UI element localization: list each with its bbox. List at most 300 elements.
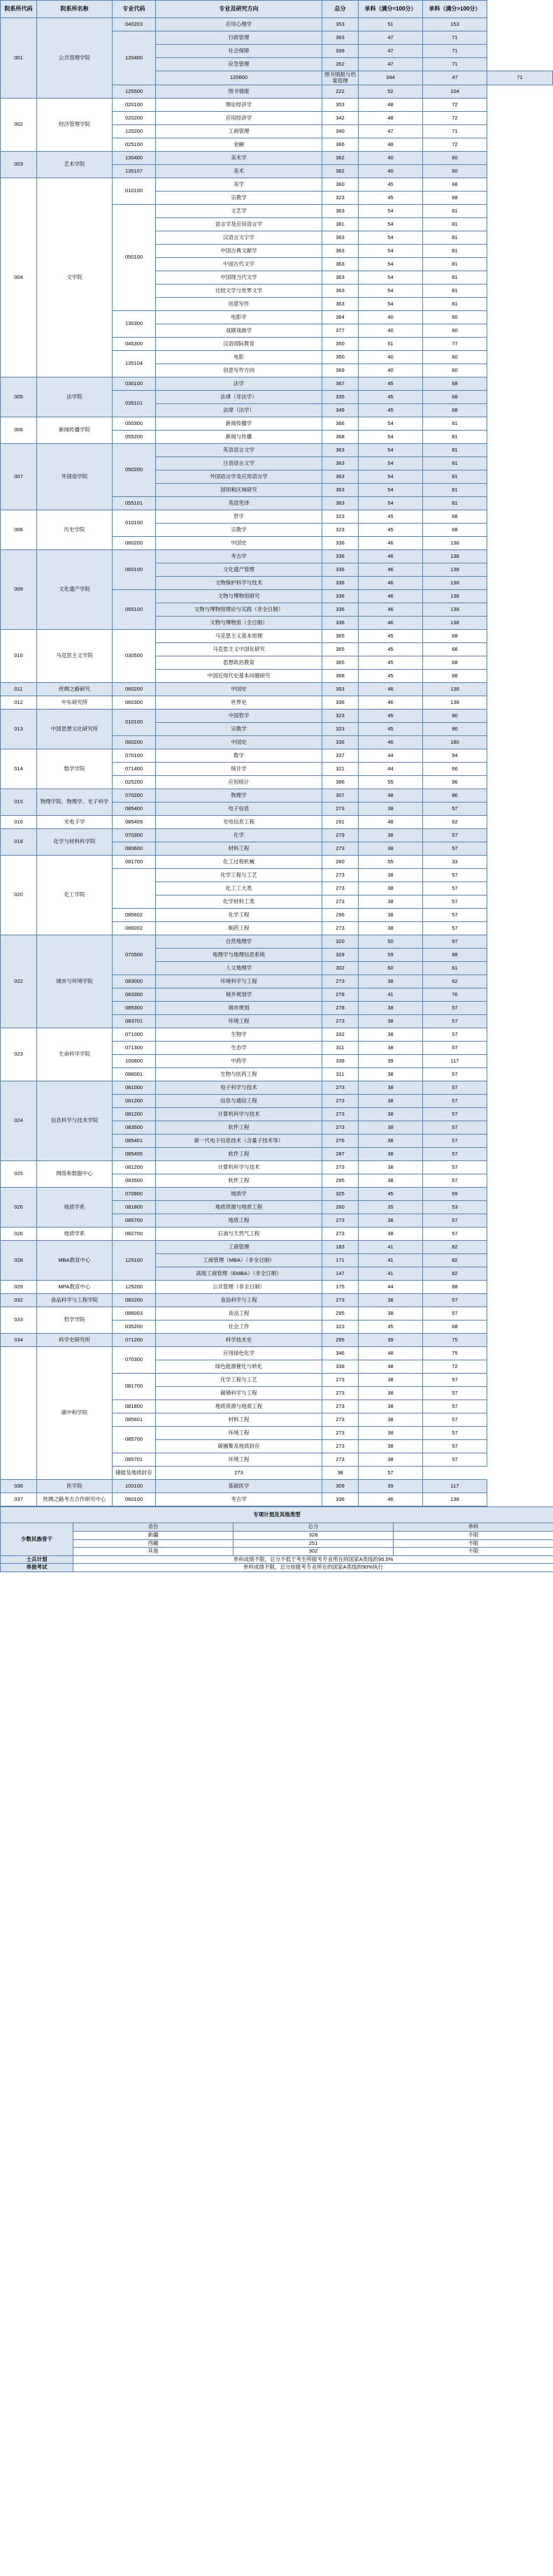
major-direction-cell: 美术学: [156, 152, 322, 165]
major-code-cell: 040203: [113, 18, 156, 31]
total-score-cell: 360: [322, 178, 359, 192]
major-direction-cell: 文物与博物馆理论与实践（非全日制）: [156, 603, 322, 617]
total-score-cell: 279: [322, 829, 359, 842]
single-over100-cell: 75: [423, 1347, 487, 1360]
table-row: [1, 444, 553, 457]
dept-name-cell: 化学与材料科学院: [37, 829, 113, 856]
dept-code-cell: 007: [1, 444, 37, 510]
single-over100-cell: 57: [423, 1440, 487, 1453]
single-100-cell: 46: [359, 577, 423, 590]
single-over100-cell: 138: [423, 563, 487, 577]
total-score-cell: 363: [322, 205, 359, 218]
dept-code-cell: 015: [1, 789, 37, 816]
total-score-cell: 336: [322, 736, 359, 749]
major-code-cell: 085700: [113, 1427, 156, 1453]
single-100-cell: 40: [359, 152, 423, 165]
single-over100-cell: 33: [423, 856, 487, 869]
major-code-cell: 050100: [113, 205, 156, 311]
major-code-cell: 055200: [113, 431, 156, 444]
major-code-cell: 081200: [113, 1161, 156, 1174]
dept-code-cell: 016: [1, 816, 37, 829]
single-100-cell: 38: [359, 1374, 423, 1387]
single-100-cell: 38: [359, 1121, 423, 1135]
single-over100-cell: 68: [423, 391, 487, 404]
single-over100-cell: 138: [423, 696, 487, 710]
table-row: [1, 829, 553, 842]
total-score-cell: 386: [322, 776, 359, 789]
total-score-cell: 339: [322, 1055, 359, 1068]
major-direction-cell: 马克思主义中国化研究: [156, 643, 322, 656]
major-direction-cell: 宗教学: [156, 723, 322, 736]
single-over100-cell: 82: [423, 1241, 487, 1254]
single-over100-cell: 57: [423, 922, 487, 935]
major-direction-cell: 地质资源与地质工程: [156, 1400, 322, 1413]
single-over100-cell: 57: [423, 1095, 487, 1108]
major-code-cell: 010100: [113, 510, 156, 537]
plan-single: 不限: [394, 1548, 553, 1556]
major-code-cell: 060200: [113, 537, 156, 550]
single-100-cell: 54: [359, 271, 423, 285]
major-code-cell: 045300: [113, 338, 156, 351]
dept-name-cell: 地质学系: [37, 1188, 113, 1228]
dept-name-cell: 文学院: [37, 178, 113, 377]
single-over100-cell: 57: [359, 1467, 423, 1480]
single-over100-cell: 71: [423, 45, 487, 58]
single-over100-cell: 75: [423, 1334, 487, 1347]
single-100-cell: 45: [359, 178, 423, 192]
table-row: [1, 1241, 553, 1254]
single-100-cell: 54: [359, 218, 423, 231]
dept-name-cell: 哲学学院: [37, 1307, 113, 1334]
total-score-cell: 350: [322, 351, 359, 364]
single-100-cell: 48: [359, 138, 423, 152]
single-over100-cell: 71: [423, 58, 487, 71]
major-code-cell: 120600: [156, 71, 322, 85]
total-score-cell: 323: [322, 723, 359, 736]
single-over100-cell: 138: [423, 537, 487, 550]
major-direction-cell: 新闻与传播: [156, 431, 322, 444]
total-score-cell: 291: [322, 816, 359, 829]
major-code-cell: 060100: [113, 550, 156, 590]
dept-code-cell: 009: [1, 550, 37, 630]
table-row: [1, 935, 553, 949]
major-code-cell: 071300: [113, 1042, 156, 1055]
single-100-cell: 41: [359, 1254, 423, 1267]
total-score-cell: 273: [322, 1440, 359, 1453]
single-over100-cell: 81: [423, 444, 487, 457]
total-score-cell: 363: [322, 245, 359, 258]
major-code-cell: 081200: [113, 1108, 156, 1121]
dept-name-cell: 数学学院: [37, 749, 113, 789]
table-row: [1, 377, 553, 391]
major-direction-cell: 创意写作: [156, 298, 322, 311]
dept-code-cell: 022: [1, 935, 37, 1028]
single-100-cell: 46: [359, 617, 423, 630]
single-100-cell: 46: [359, 563, 423, 577]
dept-name-cell: 马克思主义学院: [37, 630, 113, 683]
major-direction-cell: 应用心理学: [156, 18, 322, 31]
total-score-cell: 329: [322, 949, 359, 962]
dept-code-cell: 033: [1, 1307, 37, 1334]
dept-code-cell: 010: [1, 630, 37, 683]
dept-name-cell: 信息科学与技术学院: [37, 1081, 113, 1161]
dept-name-cell: 化工学院: [37, 856, 113, 935]
single-100-cell: 40: [359, 165, 423, 178]
single-100-cell: 38: [359, 1228, 423, 1241]
total-score-cell: 323: [322, 710, 359, 723]
total-score-cell: 363: [322, 457, 359, 470]
major-direction-cell: 应用绿色化学: [156, 1347, 322, 1360]
single-over100-cell: 82: [423, 1267, 487, 1281]
total-score-cell: 366: [322, 417, 359, 431]
single-100-cell: 38: [359, 909, 423, 922]
total-score-cell: 171: [322, 1254, 359, 1267]
major-code-cell: 030100: [113, 377, 156, 391]
total-score-cell: 273: [322, 1427, 359, 1440]
total-score-cell: 336: [322, 563, 359, 577]
single-over100-cell: 138: [423, 603, 487, 617]
single-over100-cell: 60: [423, 324, 487, 338]
dept-code-cell: 025: [1, 1161, 37, 1188]
single-100-cell: 46: [359, 550, 423, 563]
dept-code-cell: 023: [1, 1028, 37, 1081]
total-score-cell: 363: [322, 231, 359, 245]
table-row: [1, 99, 553, 112]
major-direction-cell: 文艺学: [156, 205, 322, 218]
single-100-cell: 51: [359, 18, 423, 31]
single-over100-cell: 57: [423, 803, 487, 816]
minority-plan-label: 少数民族骨干: [1, 1523, 73, 1556]
major-code-cell: 070300: [113, 829, 156, 842]
major-direction-cell: 行政管理: [156, 31, 322, 45]
single-over100-cell: 68: [423, 510, 487, 524]
special-plan-table: [0, 1506, 553, 1572]
major-direction-cell: 外国语言学及应用语言学: [156, 470, 322, 484]
major-direction-cell: 碳捕集及地质封存: [156, 1440, 322, 1453]
total-score-cell: 363: [322, 271, 359, 285]
major-direction-cell: 化学: [156, 829, 322, 842]
major-direction-cell: 社会工作: [156, 1321, 322, 1334]
header-dept-name: 院系所名称: [37, 1, 113, 18]
single-100-cell: 54: [359, 470, 423, 484]
major-direction-cell: 数学: [156, 749, 322, 763]
major-direction-cell: 工商管理: [156, 125, 322, 138]
total-score-cell: 273: [322, 1453, 359, 1467]
single-over100-cell: 57: [423, 1374, 487, 1387]
total-score-cell: 335: [322, 391, 359, 404]
single-100-cell: 54: [359, 417, 423, 431]
major-code-cell: 070500: [113, 935, 156, 975]
major-direction-cell: 软件工程: [156, 1174, 322, 1188]
major-direction-cell: 碳储科学与工程: [156, 1387, 322, 1400]
separate-exam-label: 单独考试: [1, 1564, 73, 1572]
single-over100-cell: 57: [423, 1028, 487, 1042]
single-over100-cell: 117: [423, 1480, 487, 1493]
major-direction-cell: 储能及地质封存: [113, 1467, 156, 1480]
total-score-cell: 321: [322, 763, 359, 776]
major-direction-cell: 城乡规划学: [156, 988, 322, 1002]
single-over100-cell: 81: [423, 457, 487, 470]
single-over100-cell: 57: [423, 1015, 487, 1028]
single-100-cell: 38: [359, 1068, 423, 1081]
total-score-cell: 296: [322, 909, 359, 922]
table-row: [1, 816, 553, 829]
total-score-cell: 340: [322, 125, 359, 138]
single-100-cell: 59: [359, 949, 423, 962]
major-direction-cell: 文化遗产管理: [156, 563, 322, 577]
total-score-cell: 273: [322, 1214, 359, 1228]
major-direction-cell: 软件工程: [156, 1121, 322, 1135]
major-direction-cell: 制药工程: [156, 922, 322, 935]
major-code-cell: 070300: [113, 1347, 156, 1374]
single-100-cell: 46: [359, 537, 423, 550]
table-row: [1, 1081, 553, 1095]
major-direction-cell: 材料工程: [156, 842, 322, 856]
single-over100-cell: 81: [423, 271, 487, 285]
dept-code-cell: 002: [1, 99, 37, 152]
separate-exam-note: 单科成绩不限，总分按报考专业所在的国家A类线的90%执行: [73, 1564, 553, 1572]
major-direction-cell: 创意写作方向: [156, 364, 322, 377]
total-score-cell: 336: [322, 696, 359, 710]
dept-name-cell: 文化遗产学院: [37, 550, 113, 630]
single-over100-cell: 81: [423, 431, 487, 444]
single-over100-cell: 57: [423, 1161, 487, 1174]
single-over100-cell: 57: [423, 1294, 487, 1307]
single-over100-cell: 68: [423, 524, 487, 537]
total-score-cell: 309: [322, 1480, 359, 1493]
single-100-cell: 38: [359, 1400, 423, 1413]
plan-region: 其他: [73, 1548, 234, 1556]
total-score-cell: 344: [359, 71, 423, 85]
single-100-cell: 38: [359, 1002, 423, 1015]
single-100-cell: 52: [359, 85, 423, 99]
single-100-cell: 45: [359, 510, 423, 524]
dept-code-cell: 036: [1, 1480, 37, 1493]
total-score-cell: 273: [322, 1228, 359, 1241]
single-100-cell: 38: [359, 1307, 423, 1321]
single-over100-cell: 57: [423, 1427, 487, 1440]
table-row: [1, 683, 553, 696]
dept-name-cell: 食品科学与工程学院: [37, 1294, 113, 1307]
single-100-cell: 60: [359, 962, 423, 975]
major-code-cell: 082700: [113, 1228, 156, 1241]
major-direction-cell: 材料工程: [156, 1413, 322, 1427]
major-direction-cell: 汉语国际教育: [156, 338, 322, 351]
major-direction-cell: 考古学: [156, 1493, 322, 1506]
major-code-cell: 030500: [113, 630, 156, 683]
major-direction-cell: 环境工程: [156, 1453, 322, 1467]
dept-name-cell: 艺术学院: [37, 152, 113, 178]
single-100-cell: 38: [359, 895, 423, 909]
major-code-cell: 081000: [113, 1081, 156, 1095]
major-direction-cell: 地质资源与地质工程: [156, 1201, 322, 1214]
major-direction-cell: 中国古代文学: [156, 258, 322, 271]
header-dept-code: 院系所代码: [1, 1, 37, 18]
major-direction-cell: 计算机科学与技术: [156, 1108, 322, 1121]
single-100-cell: 45: [359, 524, 423, 537]
major-code-cell: 086003: [113, 1307, 156, 1321]
total-score-cell: 273: [322, 1400, 359, 1413]
plan-header-total: 总分: [234, 1523, 394, 1532]
single-100-cell: 39: [359, 1480, 423, 1493]
single-over100-cell: 68: [423, 404, 487, 417]
table-row: [1, 1028, 553, 1042]
major-direction-cell: 科学技术史: [156, 1334, 322, 1347]
dept-name-cell: 光电子学: [37, 816, 113, 829]
single-100-cell: 39: [359, 1055, 423, 1068]
single-100-cell: 41: [359, 1267, 423, 1281]
header-single-100: 单科（满分=100分）: [359, 1, 423, 18]
dept-name-cell: 中国思想文化研究所: [37, 710, 113, 749]
dept-code-cell: 029: [1, 1281, 37, 1294]
major-code-cell: 085601: [113, 1413, 156, 1427]
major-direction-cell: 工商管理（MBA）（非全日制）: [156, 1254, 322, 1267]
single-over100-cell: 60: [423, 364, 487, 377]
total-score-cell: 287: [322, 1148, 359, 1161]
major-code-cell: 080600: [113, 842, 156, 856]
major-code-cell: 060200: [113, 683, 156, 696]
major-direction-cell: 中药学: [156, 1055, 322, 1068]
major-code-cell: 085409: [113, 816, 156, 829]
single-100-cell: 38: [359, 1108, 423, 1121]
single-over100-cell: 71: [423, 31, 487, 45]
major-direction-cell: 新闻传播学: [156, 417, 322, 431]
major-direction-cell: 计算机科学与技术: [156, 1161, 322, 1174]
major-code-cell: 060200: [113, 736, 156, 749]
single-over100-cell: 57: [423, 869, 487, 882]
single-100-cell: 48: [359, 816, 423, 829]
major-direction-cell: 中国现当代文学: [156, 271, 322, 285]
plan-row: [1, 1531, 553, 1539]
total-score-cell: 320: [322, 935, 359, 949]
single-100-cell: 45: [359, 391, 423, 404]
dept-code-cell: 034: [1, 1334, 37, 1347]
major-direction-cell: 生物学: [156, 1028, 322, 1042]
major-code-cell: 081700: [113, 856, 156, 869]
total-score-cell: 273: [322, 1108, 359, 1121]
total-score-cell: 273: [322, 895, 359, 909]
single-over100-cell: 68: [423, 630, 487, 643]
dept-code-cell: 004: [1, 178, 37, 377]
major-code-cell: 070900: [113, 1188, 156, 1201]
single-over100-cell: 53: [423, 1201, 487, 1214]
major-code-cell: 130400: [113, 152, 156, 165]
major-direction-cell: 考古学: [156, 550, 322, 563]
single-over100-cell: 60: [423, 165, 487, 178]
single-100-cell: 41: [359, 988, 423, 1002]
single-over100-cell: 117: [423, 1055, 487, 1068]
table-row: [1, 710, 553, 723]
table-row: [1, 1493, 553, 1506]
major-code-cell: 010100: [113, 710, 156, 736]
major-direction-cell: 图书情报与档案管理: [322, 71, 359, 85]
single-100-cell: 40: [359, 364, 423, 377]
total-score-cell: 367: [322, 377, 359, 391]
single-over100-cell: 68: [423, 670, 487, 683]
major-code-cell: 085602: [113, 909, 156, 922]
major-direction-cell: 法律（法学）: [156, 404, 322, 417]
single-over100-cell: 153: [423, 18, 487, 31]
total-score-cell: 346: [322, 1347, 359, 1360]
total-score-cell: 363: [322, 31, 359, 45]
total-score-cell: 260: [322, 856, 359, 869]
dept-name-cell: 丝绸之路研究: [37, 683, 113, 696]
single-100-cell: 38: [359, 1081, 423, 1095]
plan-header-single: 单科: [394, 1523, 553, 1532]
major-direction-cell: 中国史: [156, 736, 322, 749]
major-direction-cell: 金融: [156, 138, 322, 152]
plan-region: 西藏: [73, 1539, 234, 1548]
major-direction-cell: 文物与博物馆研究: [156, 590, 322, 603]
single-100-cell: 54: [359, 484, 423, 497]
total-score-cell: 273: [322, 1081, 359, 1095]
dept-name-cell: MBA教育中心: [37, 1241, 113, 1281]
major-code-cell: 081800: [113, 1201, 156, 1214]
major-direction-cell: 高级工商管理（EMBA）（非全日制）: [156, 1267, 322, 1281]
major-direction-cell: 工商管理: [156, 1241, 322, 1254]
single-100-cell: 38: [359, 1028, 423, 1042]
total-score-cell: 273: [322, 1294, 359, 1307]
total-score-cell: 363: [322, 444, 359, 457]
single-100-cell: 40: [359, 311, 423, 324]
total-score-cell: 311: [322, 1068, 359, 1081]
total-score-cell: 273: [322, 869, 359, 882]
dept-name-cell: 历史学院: [37, 510, 113, 550]
major-direction-cell: 化工工大类: [156, 882, 322, 895]
major-code-cell: 083300: [113, 988, 156, 1002]
major-direction-cell: 绿色能源催化与转化: [156, 1360, 322, 1374]
total-score-cell: 365: [322, 643, 359, 656]
single-100-cell: 50: [359, 935, 423, 949]
single-100-cell: 45: [359, 377, 423, 391]
plan-total: 328: [234, 1531, 394, 1539]
single-over100-cell: 81: [423, 258, 487, 271]
major-direction-cell: 生态学: [156, 1042, 322, 1055]
single-100-cell: 51: [359, 338, 423, 351]
table-row: [1, 789, 553, 803]
total-score-cell: 364: [322, 311, 359, 324]
total-score-cell: 323: [322, 510, 359, 524]
total-score-cell: 369: [322, 364, 359, 377]
single-over100-cell: 97: [423, 935, 487, 949]
major-direction-cell: 比较文学与世界文学: [156, 285, 322, 298]
total-score-cell: 278: [322, 988, 359, 1002]
major-code-cell: 086002: [113, 922, 156, 935]
single-over100-cell: 57: [423, 1307, 487, 1321]
single-100-cell: 38: [359, 869, 423, 882]
total-score-cell: 273: [322, 1121, 359, 1135]
major-code-cell: 081700: [113, 1374, 156, 1400]
major-direction-cell: 法学: [156, 377, 322, 391]
major-direction-cell: 化工过程机械: [156, 856, 322, 869]
plan-single: 不限: [394, 1531, 553, 1539]
major-code-cell: 020200: [113, 112, 156, 125]
major-code-cell: 125200: [113, 1281, 156, 1294]
single-over100-cell: 81: [423, 470, 487, 484]
major-direction-cell: 汉语言文字学: [156, 231, 322, 245]
major-code-cell: 120200: [113, 125, 156, 138]
single-100-cell: 45: [359, 404, 423, 417]
single-100-cell: 48: [359, 99, 423, 112]
major-direction-cell: 电影: [156, 351, 322, 364]
single-over100-cell: 57: [423, 1081, 487, 1095]
single-100-cell: 38: [359, 1294, 423, 1307]
major-direction-cell: 国别和区域研究: [156, 484, 322, 497]
major-direction-cell: 环境工程: [156, 1015, 322, 1028]
single-100-cell: 38: [359, 1427, 423, 1440]
dept-code-cell: 011: [1, 683, 37, 696]
total-score-cell: 273: [322, 803, 359, 816]
